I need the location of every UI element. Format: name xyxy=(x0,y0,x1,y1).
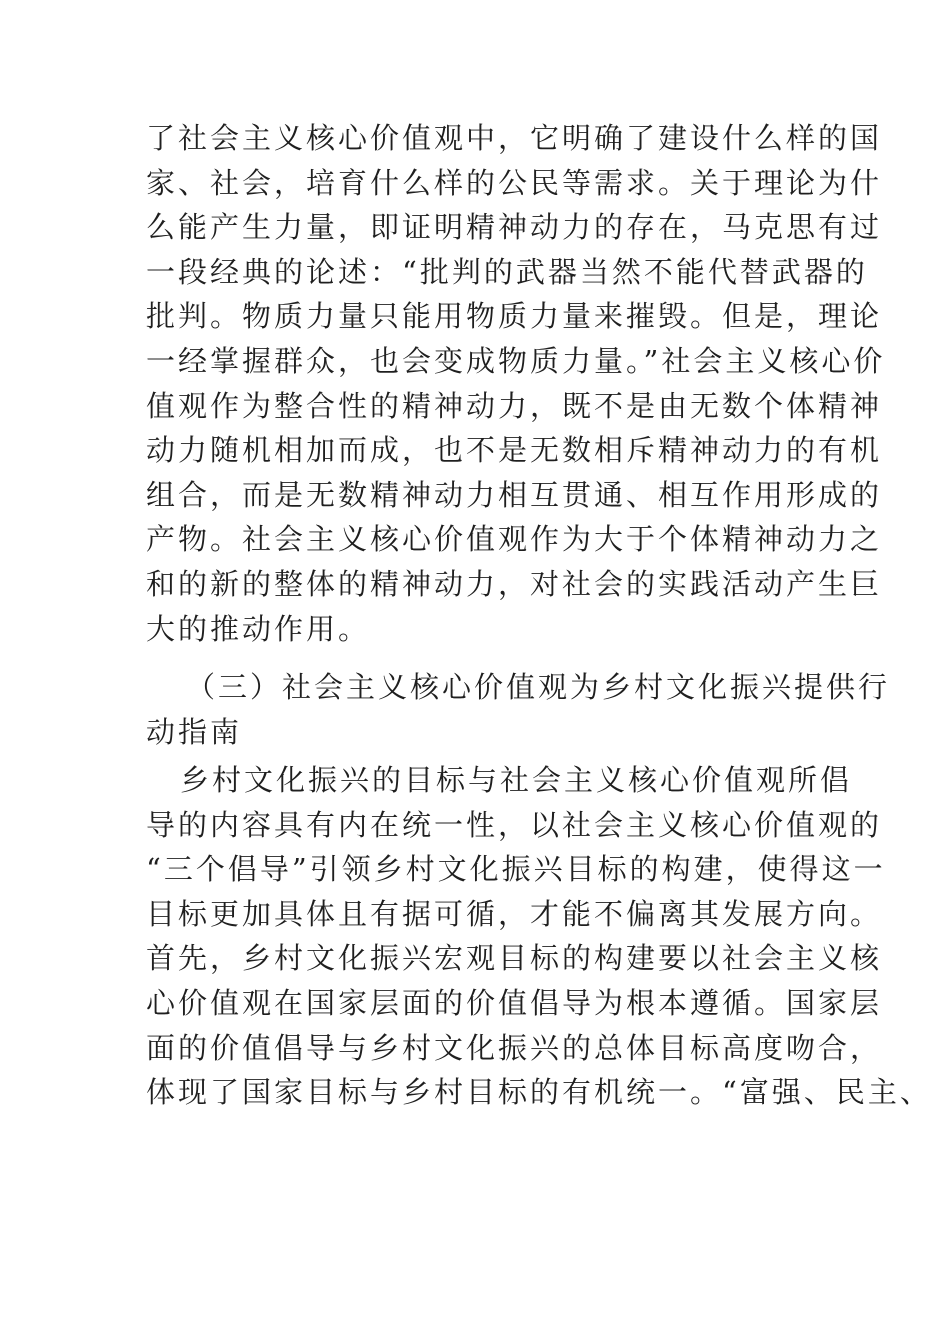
paragraph-line: 家、社会，培育什么样的公民等需求。关于理论为什 xyxy=(146,165,883,200)
paragraph-line: 大的推动作用。 xyxy=(146,611,371,646)
paragraph-line: 批判。物质力量只能用物质力量来摧毁。但是，理论 xyxy=(146,299,883,334)
paragraph-line: 首先，乡村文化振兴宏观目标的构建要以社会主义核 xyxy=(146,941,883,976)
paragraph-line: 动力随机相加而成，也不是无数相斥精神动力的有机 xyxy=(146,433,883,468)
heading-line: （三）社会主义核心价值观为乡村文化振兴提供行 xyxy=(186,670,891,704)
paragraph-line: 目标更加具体且有据可循，才能不偏离其发展方向。 xyxy=(146,896,883,931)
paragraph-line: 一段经典的论述：“批判的武器当然不能代替武器的 xyxy=(146,254,868,289)
heading-line: 动指南 xyxy=(146,714,243,749)
paragraph-line: 了社会主义核心价值观中，它明确了建设什么样的国 xyxy=(146,121,883,155)
paragraph-line: 值观作为整合性的精神动力，既不是由无数个体精神 xyxy=(146,388,883,423)
body-paragraph-2 xyxy=(146,758,932,1115)
section-heading-3 xyxy=(146,665,891,754)
body-paragraph-1 xyxy=(146,116,886,651)
paragraph-line: 导的内容具有内在统一性，以社会主义核心价值观的 xyxy=(146,807,883,842)
paragraph-line: 产物。社会主义核心价值观作为大于个体精神动力之 xyxy=(146,522,883,557)
paragraph-line: 组合，而是无数精神动力相互贯通、相互作用形成的 xyxy=(146,477,883,512)
paragraph-line: 乡村文化振兴的目标与社会主义核心价值观所倡 xyxy=(180,763,853,797)
paragraph-line: 么能产生力量，即证明精神动力的存在，马克思有过 xyxy=(146,210,883,245)
paragraph-line: 体现了国家目标与乡村目标的有机统一。“富强、民主、 xyxy=(146,1075,932,1110)
paragraph-line: 心价值观在国家层面的价值倡导为根本遵循。国家层 xyxy=(146,985,883,1020)
paragraph-line: 面的价值倡导与乡村文化振兴的总体目标高度吻合， xyxy=(146,1030,883,1065)
paragraph-line: “三个倡导”引领乡村文化振兴目标的构建，使得这一 xyxy=(146,852,886,887)
paragraph-line: 和的新的整体的精神动力，对社会的实践活动产生巨 xyxy=(146,566,883,601)
paragraph-line: 一经掌握群众，也会变成物质力量。”社会主义核心价 xyxy=(146,343,886,378)
